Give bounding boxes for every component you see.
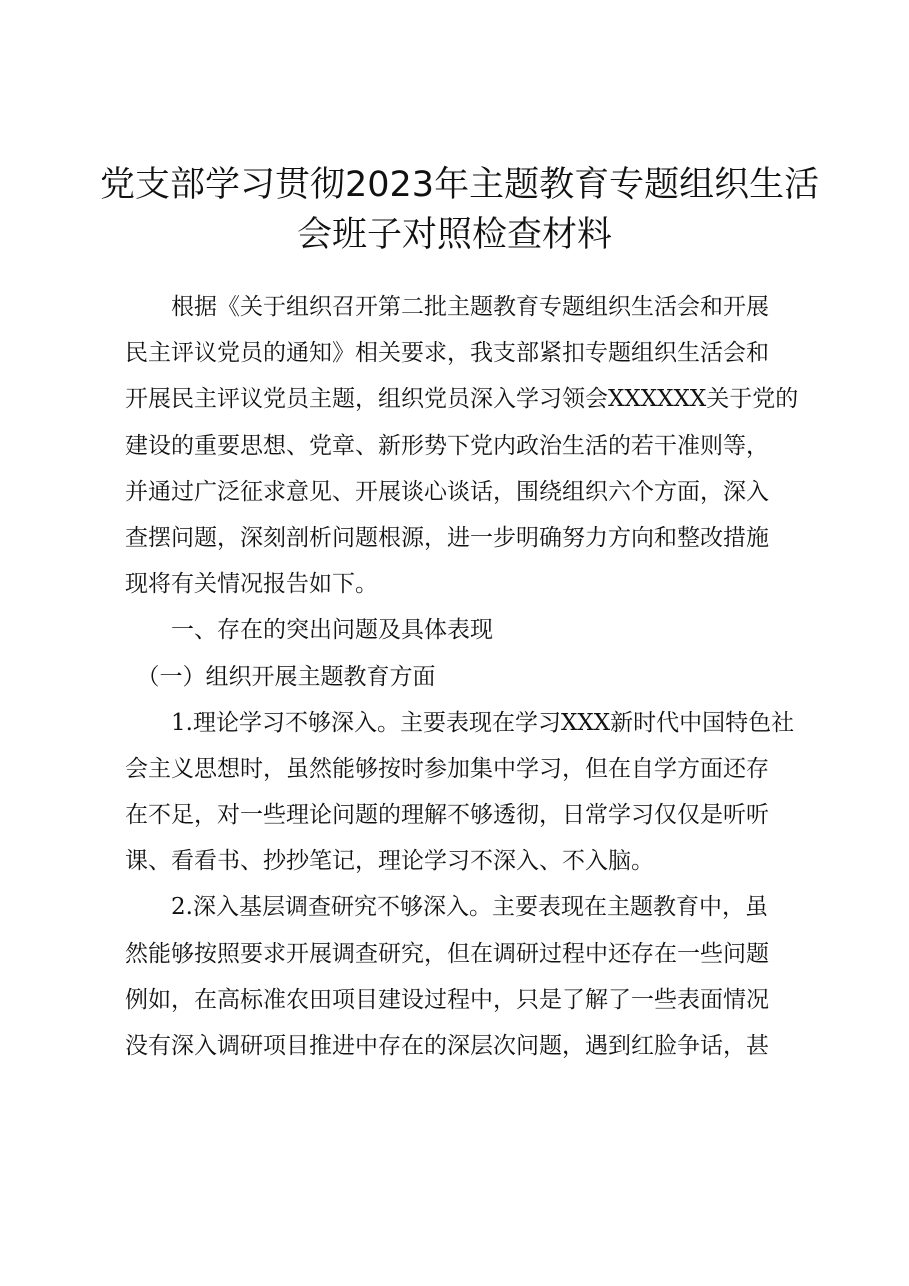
paragraph-line: 现将有关情况报告如下。	[125, 571, 378, 598]
paragraph-line: 然能够按照要求开展调查研究，但在调研过程中还存在一些问题	[125, 940, 769, 967]
paragraph-line: 并通过广泛征求意见、开展谈心谈话，围绕组织六个方面，深入	[125, 478, 769, 505]
paragraph-line: 例如，在高标准农田项目建设过程中，只是了解了一些表面情况	[125, 986, 769, 1013]
title-line-2: 会班子对照检查材料	[296, 215, 612, 255]
document-title	[100, 160, 820, 260]
section-heading: 一、存在的突出问题及具体表现	[125, 617, 493, 644]
paragraph-line: 民主评议党员的通知》相关要求，我支部紧扣专题组织生活会和	[125, 340, 769, 367]
paragraph-line: 没有深入调研项目推进中存在的深层次问题，遇到红脸争话，甚	[125, 1033, 769, 1059]
paragraph-line: 开展民主评议党员主题，组织党员深入学习领会XXXXXX关于党的	[125, 386, 799, 413]
paragraph-line: 查摆问题，深刻剖析问题根源，进一步明确努力方向和整改措施	[125, 524, 769, 551]
paragraph-line: 会主义思想时，虽然能够按时参加集中学习，但在自学方面还存	[125, 755, 769, 782]
subsection-heading: （一）组织开展主题教育方面	[125, 663, 436, 690]
paragraph-line: 根据《关于组织召开第二批主题教育专题组织生活会和开展	[125, 294, 769, 320]
paragraph-line: 1.理论学习不够深入。主要表现在学习XXX新时代中国特色社	[125, 709, 795, 736]
paragraph-line: 课、看看书、抄抄笔记，理论学习不深入、不入脑。	[125, 848, 654, 875]
paragraph-line: 在不足，对一些理论问题的理解不够透彻，日常学习仅仅是听听	[125, 802, 769, 829]
document-body	[125, 284, 825, 1069]
title-line-1: 党支部学习贯彻2023年主题教育专题组织生活	[100, 165, 820, 205]
paragraph-line: 建设的重要思想、党章、新形势下党内政治生活的若干准则等，	[125, 432, 769, 459]
paragraph-line: 2.深入基层调查研究不够深入。主要表现在主题教育中，虽	[125, 894, 768, 921]
